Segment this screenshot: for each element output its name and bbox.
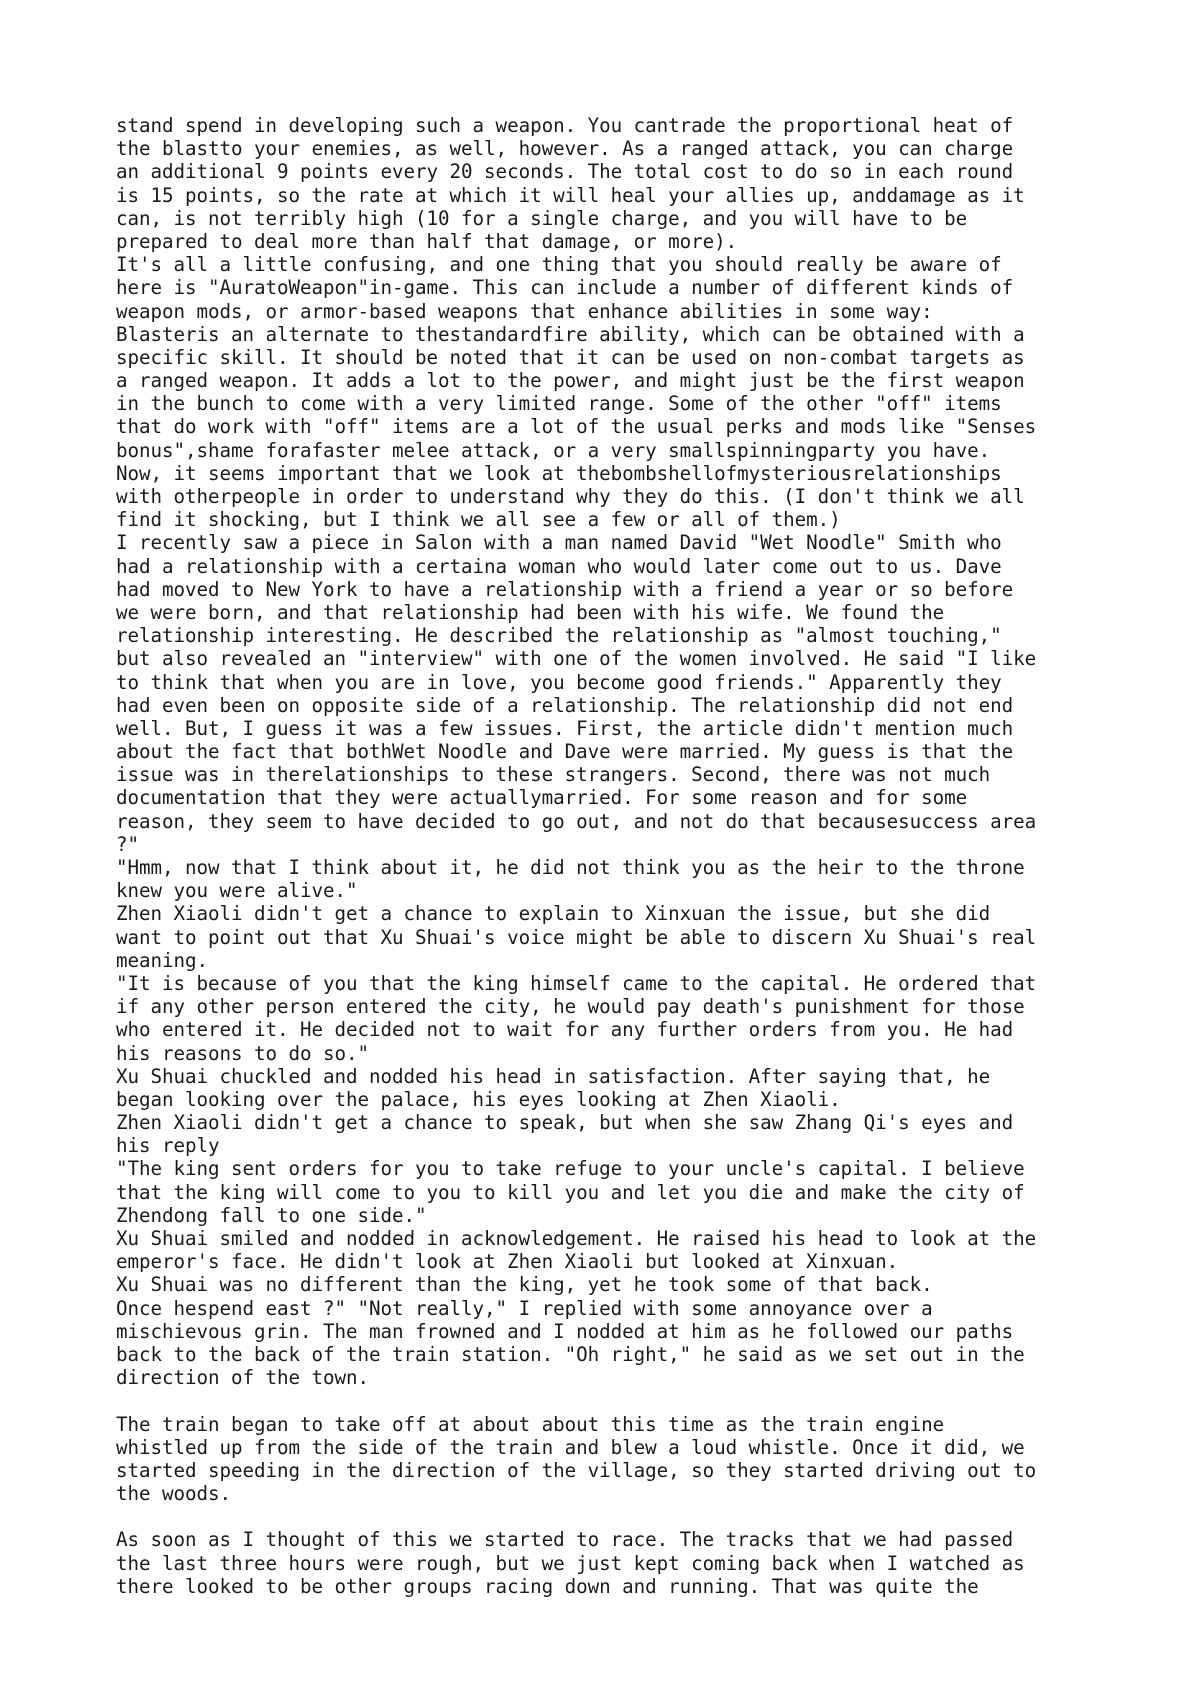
text-line: a ranged weapon. It adds a lot to the power, and might just be the first weapon [116,369,1025,393]
text-line: knew you were alive." [116,879,358,903]
text-line: about the fact that bothWet Noodle and Dave were married. My guess is that the [116,740,1014,764]
text-line: Zhen Xiaoli didn't get a chance to explain to Xinxuan the issue, but she did [116,902,991,926]
text-line: reason, they seem to have decided to go out, and not do that becausesuccess area [116,809,1037,833]
text-line: can, is not terribly high (10 for a single charge, and you will have to be [116,206,968,230]
text-line: direction of the town. [116,1366,370,1390]
text-line [116,1505,1116,1528]
text-line: specific skill. It should be noted that it can be used on non-combat targets as [116,345,1025,369]
text-line: had a relationship with a certaina woman who would later come out to us. Dave [116,554,1002,578]
text-line: ?" [116,832,140,856]
text-line: had even been on opposite side of a relationship. The relationship did not end [116,693,1014,717]
text-line: Zhendong fall to one side." [116,1203,427,1227]
text-line: the last three hours were rough, but we just kept coming back when I watched as [116,1551,1025,1575]
text-line: Zhen Xiaoli didn't get a chance to speak, but when she saw Zhang Qi's eyes and [116,1111,1014,1135]
text-line: there looked to be other groups racing down and running. That was quite the [116,1574,979,1598]
text-line: "The king sent orders for you to take refuge to your uncle's capital. I believe [116,1157,1025,1181]
text-line: to think that when you are in love, you become good friends." Apparently they [116,670,1002,694]
text-line: with otherpeople in order to understand why they do this. (I don't think we all [116,485,1025,508]
text-line: documentation that they were actuallymarried. For some reason and for some [116,786,968,810]
text-line: emperor's face. He didn't look at Zhen Xiaoli but looked at Xinxuan. [116,1250,899,1274]
text-line: Once hespend east ?" "Not really," I replied with some annoyance over a [116,1296,933,1320]
text-line: well. But, I guess it was a few issues. First, the article didn't mention much [116,716,1014,740]
text-line: that do work with "off" items are a lot of the usual perks and mods like "Senses [116,415,1037,439]
text-line: his reply [116,1134,220,1158]
text-line: prepared to deal more than half that damage, or more). [116,229,738,253]
text-line: the woods. [116,1482,232,1506]
text-line: in the bunch to come with a very limited range. Some of the other "off" items [116,392,1002,416]
text-line: want to point out that Xu Shuai's voice might be able to discern Xu Shuai's real [116,925,1037,949]
text-line: we were born, and that relationship had been with his wife. We found the [116,600,945,624]
text-line [116,1389,1116,1412]
text-line: meaning. [116,948,209,972]
text-line: who entered it. He decided not to wait for any further orders from you. He had [116,1018,1014,1042]
text-line: Blasteris an alternate to thestandardfire ability, which can be obtained with a [116,322,1025,346]
text-line: find it shocking, but I think we all see a few or all of them.) [116,508,841,532]
text-line: that the king will come to you to kill you and let you die and make the city of [116,1180,1025,1204]
text-line: but also revealed an "interview" with one of the women involved. He said "I like [116,647,1037,671]
text-line: The train began to take off at about about this time as the train engine [116,1412,945,1436]
text-line: Xu Shuai was no different than the king, yet he took some of that back. [116,1273,933,1297]
text-line: relationship interesting. He described the relationship as "almost touching," [116,624,1002,648]
text-line: his reasons to do so." [116,1041,370,1065]
text-line: weapon mods, or armor-based weapons that enhance abilities in some way: [116,299,933,323]
text-line: Now, it seems important that we look at thebombshellofmysteriousrelationships [116,461,1002,485]
text-line: if any other person entered the city, he would pay death's punishment for those [116,995,1025,1019]
text-line: back to the back of the train station. "Oh right," he said as we set out in the [116,1342,1025,1366]
text-line: "It is because of you that the king himself came to the capital. He ordered that [116,971,1037,995]
text-line: issue was in therelationships to these strangers. Second, there was not much [116,763,991,787]
text-line: "Hmm, now that I think about it, he did not think you as the heir to the throne [116,856,1025,879]
text-line: here is "AuratoWeapon"in-game. This can include a number of different kinds of [116,276,1014,300]
text-line: It's all a little confusing, and one thing that you should really be aware of [116,253,1002,277]
text-line: the blastto your enemies, as well, however. As a ranged attack, you can charge [116,137,1014,161]
text-line: bonus",shame forafaster melee attack, or a very smallspinningparty you have. [116,438,991,462]
text-line: Xu Shuai chuckled and nodded his head in satisfaction. After saying that, he [116,1064,991,1088]
text-line: had moved to New York to have a relationship with a friend a year or so before [116,577,1014,601]
text-line: As soon as I thought of this we started to race. The tracks that we had passed [116,1528,1014,1552]
text-line: started speeding in the direction of the village, so they started driving out to [116,1458,1037,1482]
text-line: an additional 9 points every 20 seconds. The total cost to do so in each round [116,160,1014,184]
text-line: mischievous grin. The man frowned and I nodded at him as he followed our paths [116,1319,1014,1343]
text-line: stand spend in developing such a weapon. You cantrade the proportional heat of [116,114,1014,137]
text-line: I recently saw a piece in Salon with a man named David "Wet Noodle" Smith who [116,531,1002,555]
document-page [116,114,1116,1598]
text-line: whistled up from the side of the train and blew a loud whistle. Once it did, we [116,1435,1025,1459]
text-line: began looking over the palace, his eyes looking at Zhen Xiaoli. [116,1087,841,1111]
text-line: Xu Shuai smiled and nodded in acknowledgement. He raised his head to look at the [116,1227,1037,1250]
text-line: is 15 points, so the rate at which it will heal your allies up, anddamage as it [116,183,1025,207]
